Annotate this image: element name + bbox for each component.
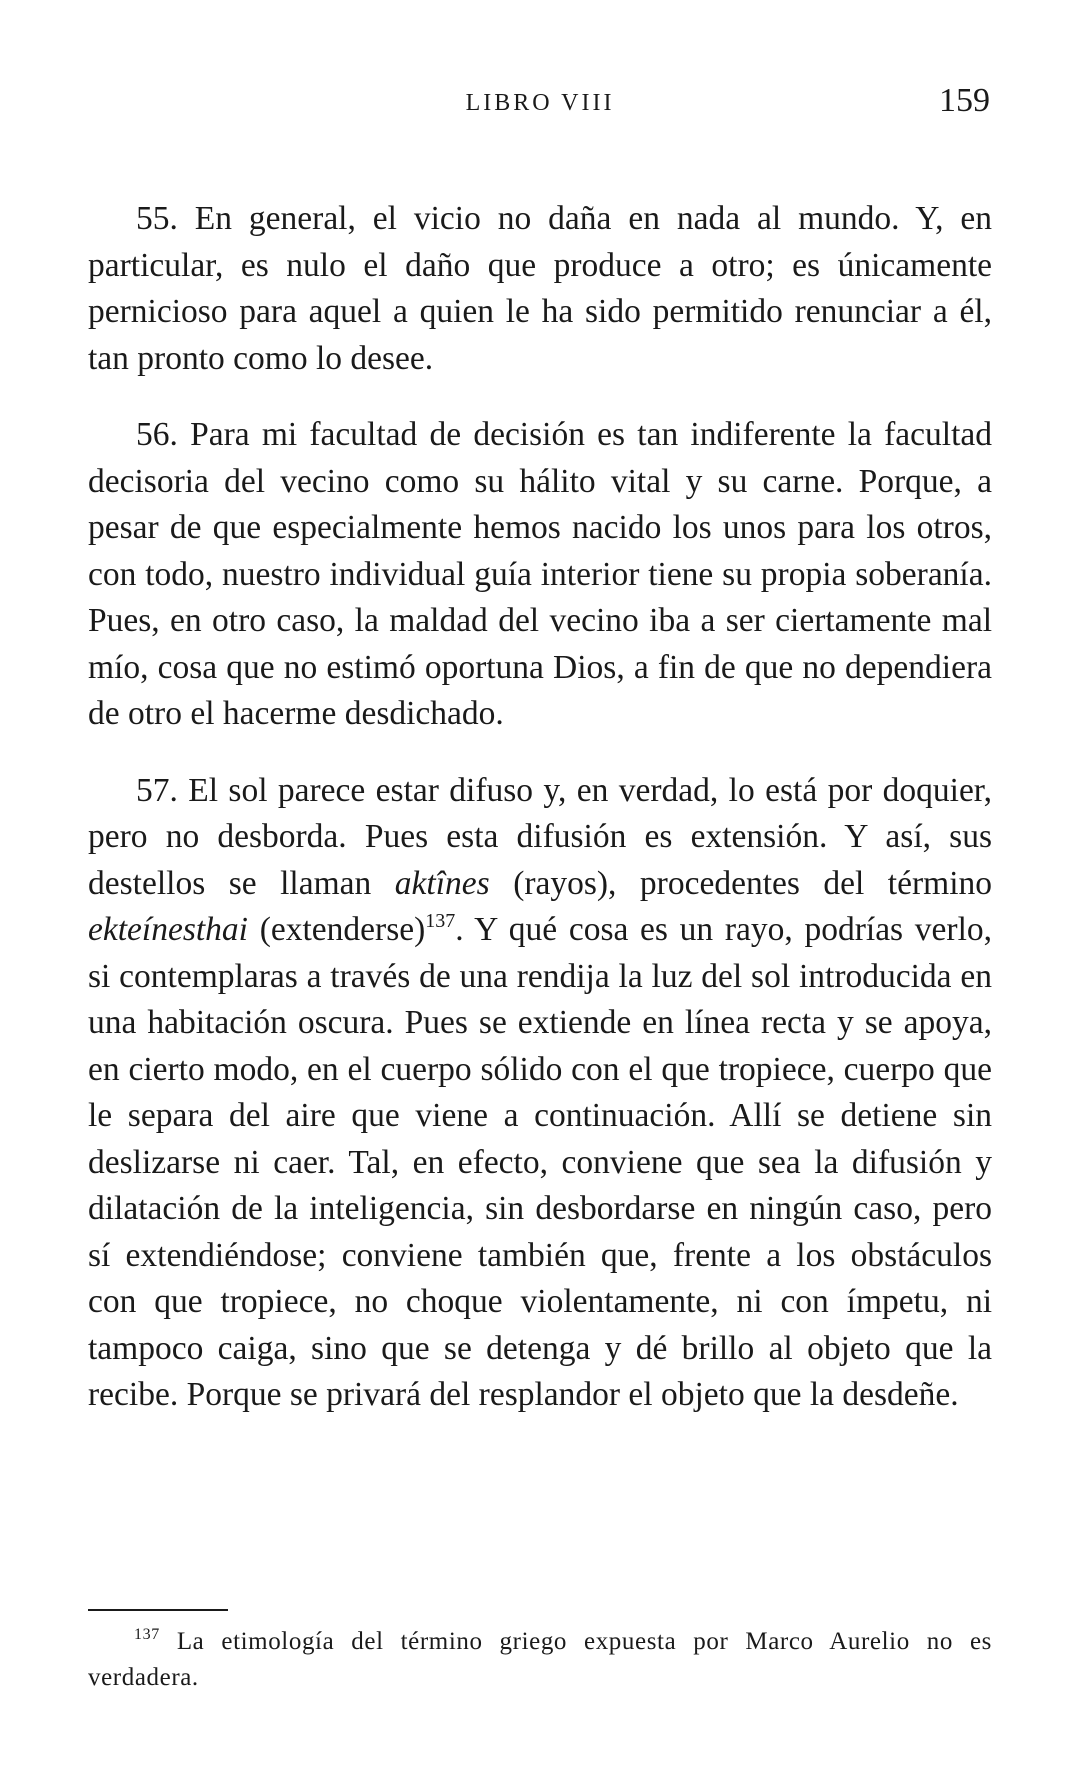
paragraph-55 bbox=[88, 196, 992, 382]
paragraph-text: . Y qué cosa es un rayo, podrías verlo, si contemplaras a través de una rendija la luz del sol introducida en una habitación oscura. Pues se extiende en línea recta y se apoya, en cierto modo, en el cuerpo sólido con el que tropiece, cuerpo que le separa del aire que viene a continuación. Allí se detiene sin deslizarse ni caer. Tal, en efecto, conviene que sea la difusión y dilatación de la inteligencia, sin desbordarse en ningún caso, pero sí extendiéndose; conviene también que, frente a los obstáculos con que tropiece, no choque violentamente, ni con ímpetu, ni tampoco caiga, sino que se detenga y dé brillo al objeto que la recibe. Porque se privará del resplandor el objeto que la desdeñe. bbox=[88, 911, 993, 1413]
paragraph-text: El sol parece estar difuso y, en verdad, lo está por doquier, pero no desborda. Pues esta difusión es extensión. Y así, sus destellos se llaman bbox=[88, 771, 993, 902]
running-head bbox=[90, 82, 990, 122]
footnote-text: La etimología del término griego expuesta por Marco Aurelio no es verdadera. bbox=[88, 1628, 992, 1691]
paragraph-text: Para mi facultad de decisión es tan indiferente la facultad decisoria del vecino como su hálito vital y su carne. Porque, a pesar de que especialmente hemos nacido los unos para los otros, con todo, nuestro individual guía interior tiene su propia soberanía. Pues, en otro caso, la maldad del vecino iba a ser ciertamente mal mío, cosa que no estimó oportuna Dios, a fin de que no dependiera de otro el hacerme desdichado. bbox=[88, 416, 992, 732]
greek-term-aktines: aktînes bbox=[394, 864, 490, 902]
running-title: LIBRO VIII bbox=[465, 90, 615, 116]
footnote-marker: 137 bbox=[134, 1626, 160, 1643]
footnote-divider bbox=[88, 1609, 228, 1611]
paragraph-text: En general, el vicio no daña en nada al mundo. Y, en particular, es nulo el daño que produce a otro; es únicamente pernicioso para aquel a quien le ha sido permitido renunciar a él, tan pronto como lo desee. bbox=[88, 200, 992, 377]
paragraph-56 bbox=[88, 412, 992, 738]
paragraph-number: 55. bbox=[136, 200, 178, 237]
page-number: 159 bbox=[939, 82, 990, 119]
footnote bbox=[88, 1624, 992, 1696]
body-text bbox=[88, 196, 992, 1449]
paragraph-number: 56. bbox=[136, 416, 178, 453]
greek-term-ekteinesthai: ekteínesthai bbox=[88, 911, 248, 948]
paragraph-57 bbox=[88, 768, 992, 1419]
paragraph-text: (extenderse) bbox=[259, 911, 426, 948]
paragraph-text: (rayos), procedentes del término bbox=[513, 864, 993, 902]
footnote-reference[interactable]: 137 bbox=[425, 910, 456, 932]
paragraph-number: 57. bbox=[136, 771, 178, 809]
